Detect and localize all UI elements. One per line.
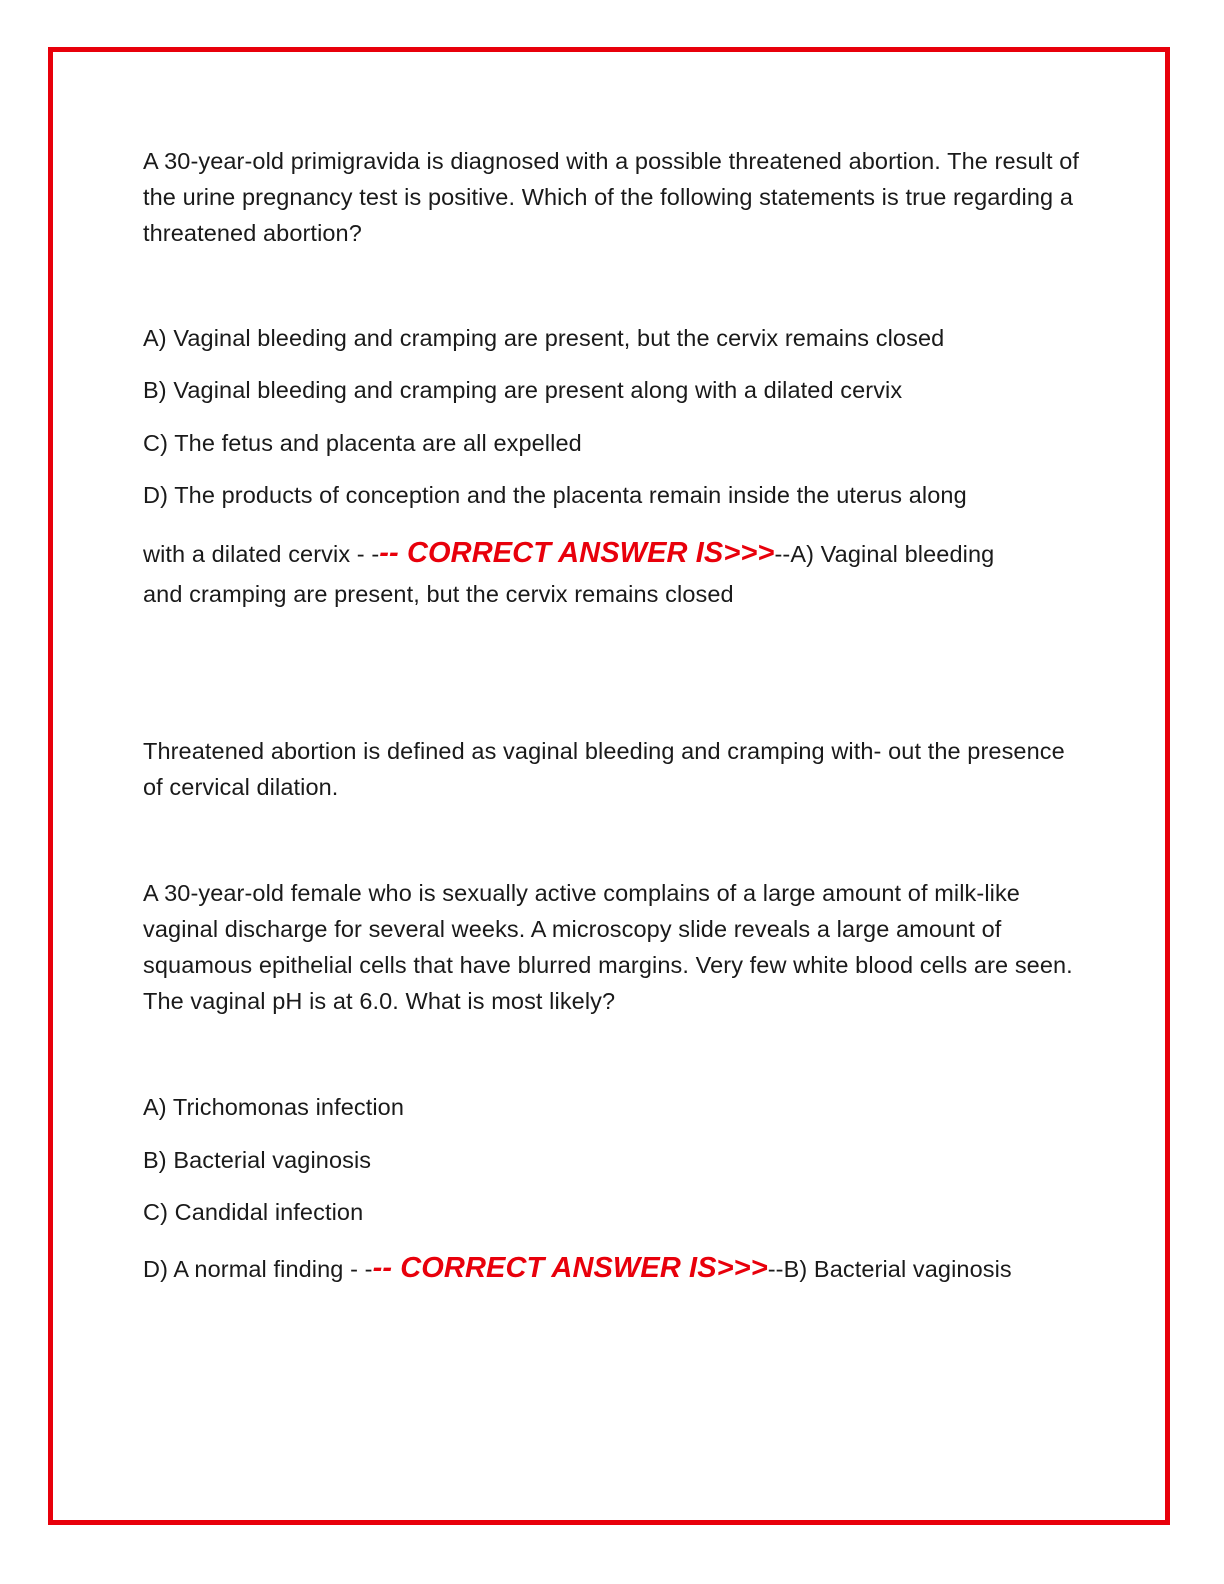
q1-explanation: Threatened abortion is defined as vaginal bleeding and cramping with- out the presence of cervical dilation.: [143, 738, 1065, 800]
q1-option-c: C) The fetus and placenta are all expelled: [143, 430, 582, 456]
q1-answer-continued: and cramping are present, but the cervix remains closed: [143, 581, 734, 607]
q1-answer: --A) Vaginal bleeding: [774, 541, 995, 567]
q1-option-a: A) Vaginal bleeding and cramping are present, but the cervix remains closed: [143, 325, 945, 351]
q2-option-b: B) Bacterial vaginosis: [143, 1147, 372, 1173]
q2-stem: A 30-year-old female who is sexually active complains of a large amount of milk-like vaginal discharge for several weeks. A microscopy slide reveals a large amount of squamous epithelial cells that have blurred margins. Very few white blood cells are seen. The vaginal pH is at 6.0. What is most likely?: [143, 880, 1073, 1014]
q1-option-d: D) The products of conception and the placenta remain inside the uterus along: [143, 482, 967, 508]
q1-stem: A 30-year-old primigravida is diagnosed with a possible threatened abortion. The result of the urine pregnancy test is positive. Which of the following statements is true regarding a threatened abortion?: [143, 148, 1080, 246]
q2-answer-line: [143, 1253, 1012, 1284]
q2-correct-marker: -- CORRECT ANSWER IS>>>: [372, 1252, 768, 1284]
q2-option-c: C) Candidal infection: [143, 1199, 364, 1225]
q2-answer: --B) Bacterial vaginosis: [767, 1256, 1012, 1282]
q1-option-b: B) Vaginal bleeding and cramping are present along with a dilated cervix: [143, 377, 903, 403]
q1-option-d-continued: with a dilated cervix - -: [143, 541, 380, 567]
q2-option-a: A) Trichomonas infection: [143, 1094, 405, 1120]
q2-option-d: D) A normal finding - -: [143, 1256, 373, 1282]
q1-correct-marker: -- CORRECT ANSWER IS>>>: [379, 537, 775, 569]
q1-answer-line: [143, 538, 994, 569]
